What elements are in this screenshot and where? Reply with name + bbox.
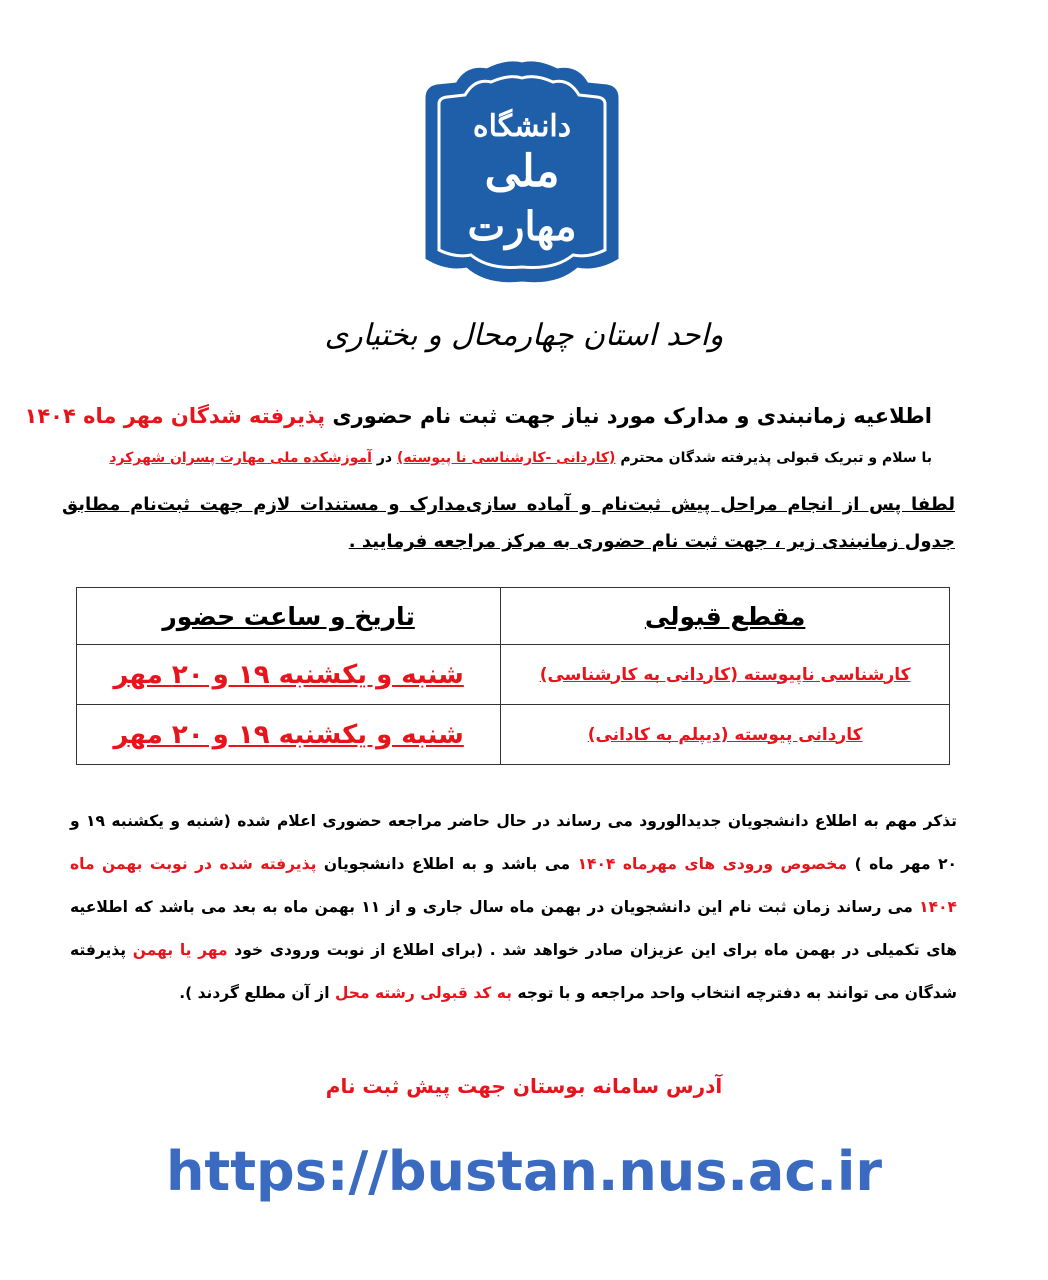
row-level: کاردانی پیوسته (دیپلم به کادانی): [501, 705, 950, 765]
greeting-part2: (کاردانی -کارشناسی نا پیوسته): [396, 450, 616, 466]
greeting-part3: در: [376, 450, 393, 466]
header-time: تاریخ و ساعت حضور: [77, 588, 501, 645]
nus-logo-icon: [417, 58, 627, 288]
note-s5: می رساند زمان ثبت نام این دانشجویان در بهمن ماه سال جاری و از ۱۱ بهمن ماه به بعد می باشد که اطلاعیه های تکمیلی در بهمن ماه برای این عزیزان صادر خواهد شد . (برای اطلاع از نوبت ورودی خود: [70, 898, 957, 959]
row-level: کارشناسی ناپیوسته (کاردانی به کارشناسی): [501, 645, 950, 705]
greeting-line: [60, 450, 932, 466]
logo-text-bottom: مهارت: [467, 203, 577, 250]
note-s1: تذکر مهم به اطلاع دانشجویان جدیدالورود می رساند در حال حاضر مراجعه حضوری اعلام شده (شنبه و یکشنبه ۱۹ و ۲۰ مهر ماه ): [70, 812, 958, 873]
note-s9: از آن مطلع گردند ).: [179, 984, 330, 1002]
logo-text-middle: ملی: [484, 146, 560, 197]
greeting-part4: آموزشکده ملی مهارت پسران شهرکرد: [109, 450, 372, 466]
address-label: آدرس سامانه بوستان جهت پیش ثبت نام: [325, 1074, 723, 1098]
note-s2: مخصوص ورودی های مهرماه ۱۴۰۴: [577, 855, 848, 873]
intro-paragraph: لطفا پس از انجام مراحل پیش ثبت‌نام و آماده سازی‌مدارک و مستندات لازم جهت ثبت‌نام مطابق جدول زمانبندی زیر ، جهت ثبت نام حضوری به مرکز مراجعه فرمایید .: [62, 494, 955, 552]
note-s6: مهر یا بهمن: [132, 941, 228, 959]
note-s4: پذیرفته شده در نوبت بهمن ماه ۱۴۰۴: [70, 855, 958, 916]
bustan-url-link[interactable]: https://bustan.nus.ac.ir: [165, 1140, 882, 1203]
note-s8: به کد قبولی رشته محل: [334, 984, 512, 1002]
unit-name: واحد استان چهارمحال و بختیاری: [324, 318, 724, 353]
logo-text-top: دانشگاه: [472, 109, 572, 144]
row-time: شنبه و یکشنبه ۱۹ و ۲۰ مهر: [77, 705, 501, 765]
schedule-table: [76, 587, 950, 765]
title-part1: اطلاعیه زمانبندی و مدارک مورد نیاز جهت ثبت نام حضوری: [332, 404, 932, 428]
greeting-part1: با سلام و تبریک قبولی پذیرفته شدگان محترم: [620, 450, 932, 466]
row-time: شنبه و یکشنبه ۱۹ و ۲۰ مهر: [77, 645, 501, 705]
table-row: [77, 705, 950, 765]
announcement-title: [24, 404, 932, 428]
important-note: [70, 800, 957, 1015]
university-logo: [417, 58, 627, 288]
note-s7: پذیرفته شدگان می توانند به دفترچه انتخاب واحد مراجعه و با توجه: [70, 941, 957, 1002]
title-part2: پذیرفته شدگان مهر ماه ۱۴۰۴: [24, 404, 326, 428]
table-row: [77, 645, 950, 705]
table-header-row: [77, 588, 950, 645]
header-level: مقطع قبولی: [501, 588, 950, 645]
note-s3: می باشد و به اطلاع دانشجویان: [323, 855, 571, 873]
